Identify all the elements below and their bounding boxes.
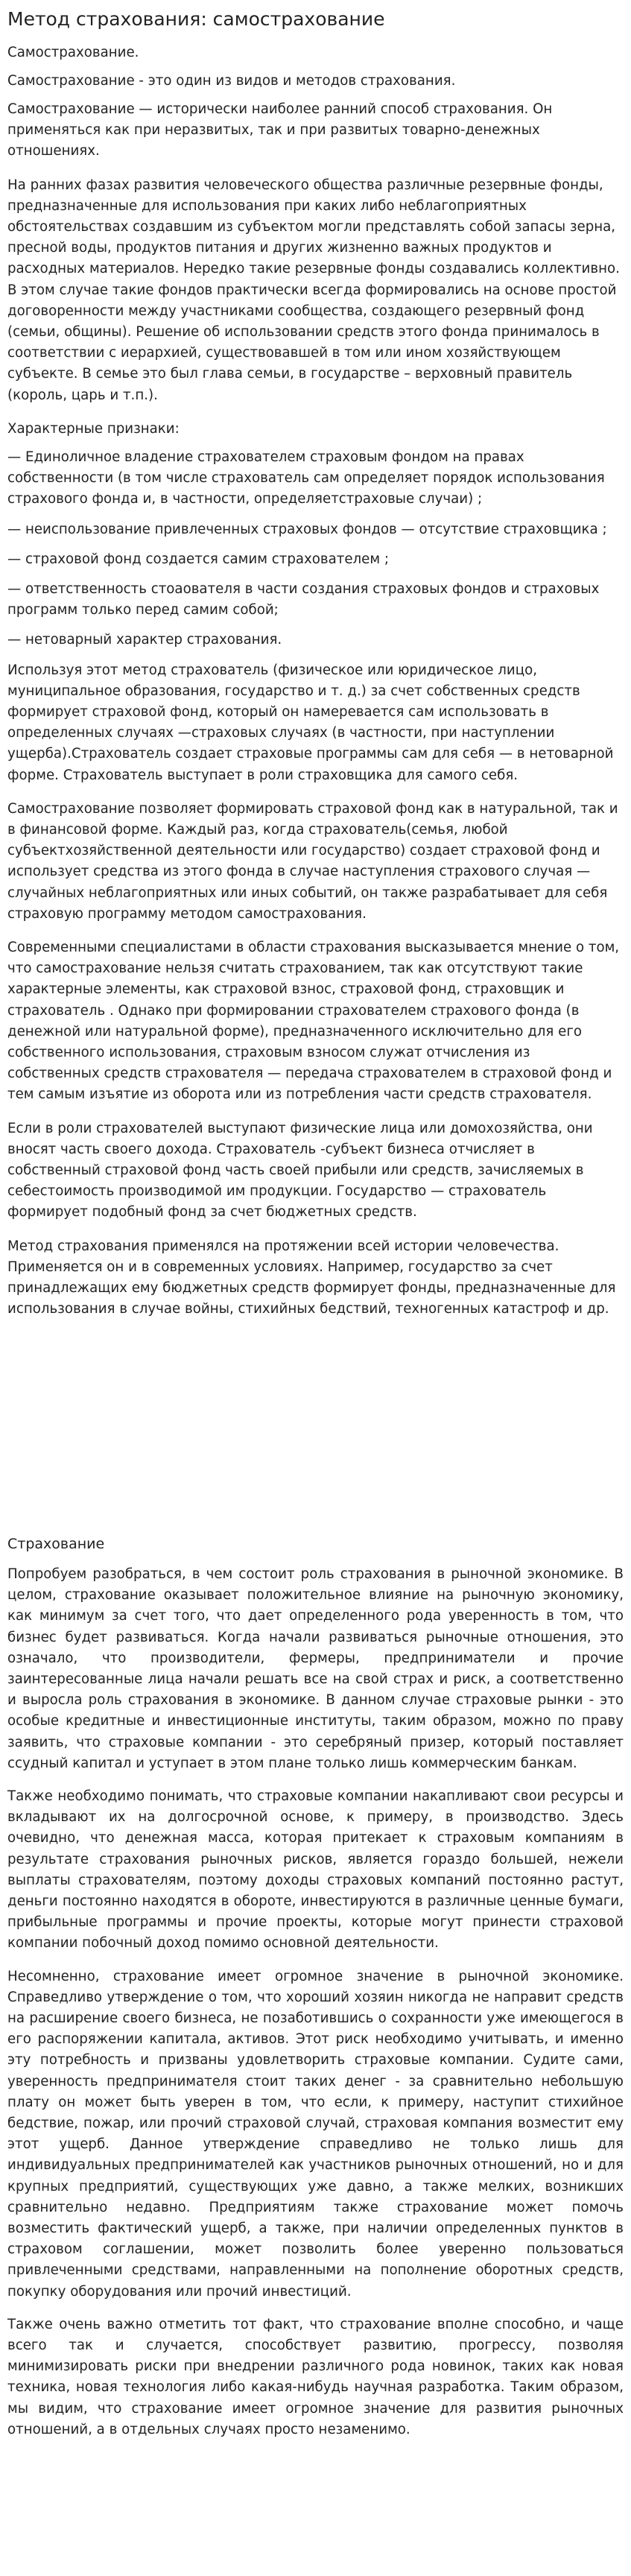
list-heading: Характерные признаки:	[7, 420, 180, 437]
paragraph: Попробуем разобраться, в чем состоит роль страхования в рыночной экономике. В целом, страхование оказывает положительное влияние на рыночную экономику, как минимум за счет того, что дает определенного рода уверенность в том, что бизнес будет развиваться. Когда начали развиваться рыночные отношения, это означало, что производители, фермеры, предприниматели и прочие заинтересованные лица начали решать все на свой страх и риск, а соответственно и выросла роль страхования в экономике. В данном случае страховые рынки - это особые кредитные и инвестиционные институты, таким образом, можно по праву заявить, что страховые компании - это серебряный призер, который поставляет ссудный капитал и уступает в этом плане только лишь коммерческим банкам.	[7, 1566, 624, 1771]
paragraph: Самострахование.	[7, 44, 139, 60]
list-item: — нетоварный характер страхования.	[7, 632, 282, 648]
paragraph: Также очень важно отметить тот факт, что страхование вполне способно, и чаще всего так и случается, способствует развитию, прогрессу, позволяя минимизировать риски при внедрении различного рода новинок, таких как новая техника, новая технология либо какая-нибудь научная разработка. Таким образом, мы видим, что страхование имеет огромное значение для развития рыночных отношений, а в отдельных случаях просто незаменимо.	[7, 2316, 624, 2437]
paragraph: Самострахование - это один из видов и методов страхования.	[7, 72, 456, 89]
paragraph: Если в роли страхователей выступают физические лица или домохозяйства, они вносят часть своего дохода. Страхователь -субъект бизнеса отчисляет в собственный страховой фонд часть своей прибыли или средств, зачисляемых в себестоимость производимой им продукции. Государство — страхователь формирует подобный фонд за счет бюджетных средств.	[7, 1120, 593, 1221]
page-title: Метод страхования: самострахование	[7, 8, 385, 30]
paragraph: Самострахование позволяет формировать страховой фонд как в натуральной, так и в финансовой форме. Каждый раз, когда страхователь(семья, любой субъектхозяйственной деятельности или государство) создает страховой фонд и использует средства из этого фонда в случае наступления страхового случая — случайных неблагоприятных или иных событий, он также разрабатывает для себя страховую программу методом самострахования.	[7, 800, 618, 922]
paragraph: Также необходимо понимать, что страховые компании накапливают свои ресурсы и вкладывают их на долгосрочной основе, к примеру, в производство. Здесь очевидно, что денежная масса, которая притекает к страховым компаниям в результате страхования рыночных рисков, является гораздо большей, нежели выплаты страхователям, поэтому доходы страховых компаний постоянно растут, деньги постоянно находятся в обороте, инвестируются в различные ценные бумаги, прибыльные программы и прочие проекты, которые могут принести страховой компании побочный доход помимо основной деятельности.	[7, 1788, 624, 1952]
section-title: Страхование	[7, 1536, 105, 1553]
paragraph: Несомненно, страхование имеет огромное значение в рыночной экономике. Справедливо утверждение о том, что хороший хозяин никогда не направит средств на расширение своего бизнеса, не позаботившись о сохранности уже имеющегося в его распоряжении капитала, активов. Этот риск необходимо учитывать, и именно эту потребность и призваны удовлетворить страховые компании. Судите сами, уверенность предпринимателя стоит таких денег - за сравнительно небольшую плату он может быть уверен в том, что если, к примеру, наступит стихийное бедствие, пожар, или прочий страховой случай, страховая компания возместит ему этот ущерб. Данное утверждение справедливо не только лишь для индивидуальных предпринимателей как участников рыночных отношений, но и для крупных предприятий, существующих уже давно, а также мелких, возникших сравнительно недавно. Предприятиям также страхование может помочь возместить фактический ущерб, а также, при наличии определенных пунктов в страховом соглашении, может позволить более уверенно пользоваться привлеченными средствами, направленными на пополнение оборотных средств, покупку оборудования или прочий инвестиций.	[7, 1968, 624, 2300]
list-item: — страховой фонд создается самим страхователем ;	[7, 551, 389, 567]
paragraph: Самострахование — исторически наиболее ранний способ страхования. Он применяться как при неразвитых, так и при развитых товарно-денежных отношениях.	[7, 101, 553, 159]
paragraph: Современными специалистами в области страхования высказывается мнение о том, что самострахование нельзя считать страхованием, так как отсутствуют такие характерные элементы, как страховой взнос, страховой фонд, страховщик и страхователь . Однако при формировании страхователем страхового фонда (в денежной или натуральной форме), предназначенного исключительно для его собственного использования, страховым взносом служат отчисления из собственных средств страхователя — передача страхователем в страховой фонд и тем самым изъятие из оборота или из потребления части средств страхователя.	[7, 940, 620, 1103]
paragraph: Используя этот метод страхователь (физическое или юридическое лицо, муниципальное образования, государство и т. д.) за счет собственных средств формирует страховой фонд, который он намеревается сам использовать в определенных случаях —страховых случаях (в частности, при наступлении ущерба).Страхователь создает страховые программы сам для себя — в нетоварной форме. Страхователь выступает в роли страховщика для самого себя.	[7, 662, 614, 783]
paragraph: На ранних фазах развития человеческого общества различные резервные фонды, предназначенные для использования при каких либо неблагоприятных обстоятельствах создавшим из субъектом могли представлять собой запасы зерна, пресной воды, продуктов питания и других жизненно важных продуктов и расходных материалов. Нередко такие резервные фонды создавались коллективно. В этом случае такие фондов практически всегда формировались на основе простой договоренности между участниками сообщества, создающего резервный фонд (семьи, общины). Решение об использовании средств этого фонда принималось в соответствии с иерархией, существовавшей в том или ином хозяйствующем субъекте. В семье это был глава семьи, в государстве – верховный правитель (король, царь и т.п.).	[7, 177, 620, 403]
document-page	[0, 7, 631, 2440]
list-item: — Единоличное владение страхователем страховым фондом на правах собственности (в том числе страхователь сам определяет порядок использования страхового фонда и, в частности, определяетстраховые случаи) ;	[7, 449, 605, 507]
list-item: — неиспользование привлеченных страховых фондов — отсутствие страховщика ;	[7, 521, 607, 537]
blank-space	[7, 1332, 624, 1534]
paragraph: Метод страхования применялся на протяжении всей истории человечества. Применяется он и в современных условиях. Например, государство за счет принадлежащих ему бюджетных средств формирует фонды, предназначенные для использования в случае войны, стихийных бедствий, техногенных катастроф и др.	[7, 1238, 616, 1317]
list-item: — ответственность стоаователя в части создания страховых фондов и страховых программ только перед самим собой;	[7, 580, 600, 618]
